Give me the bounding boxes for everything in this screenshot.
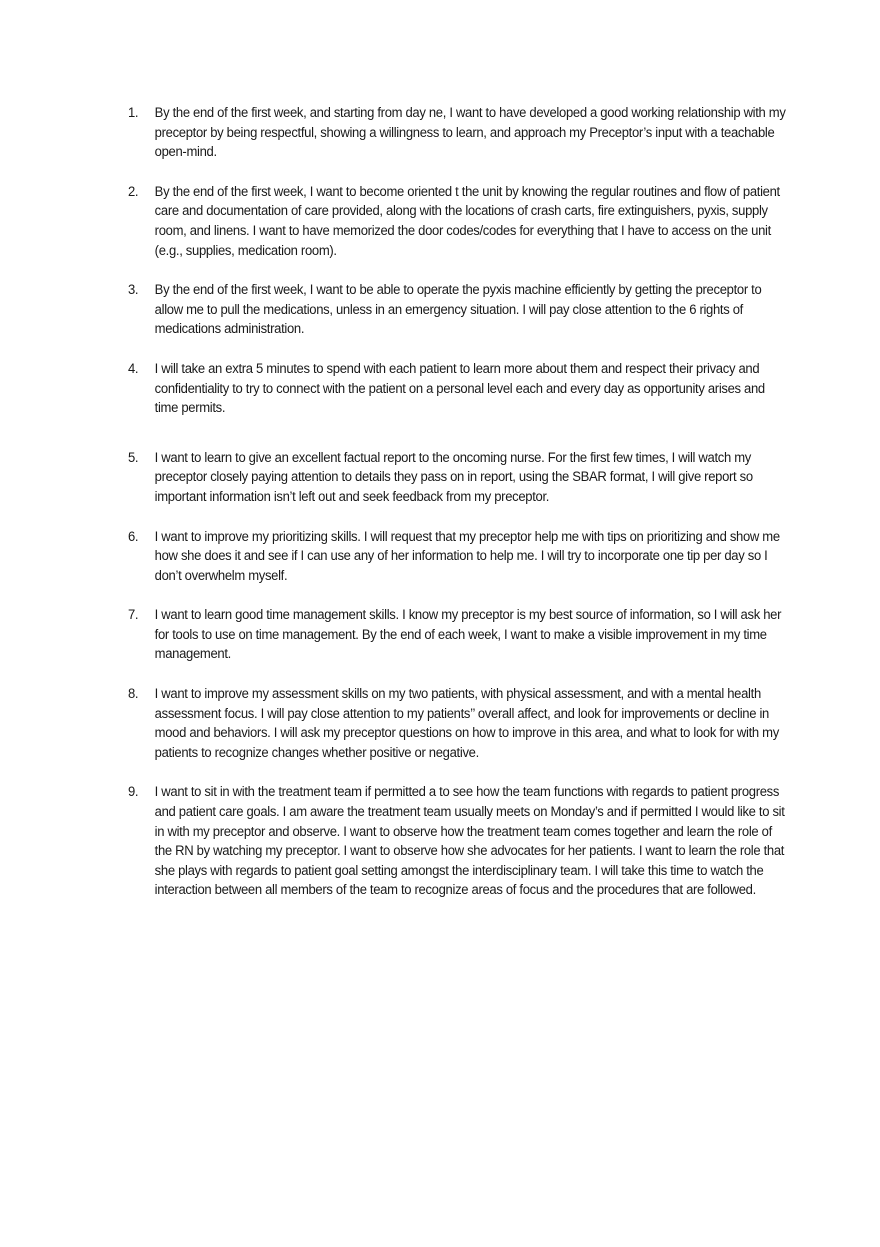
goal-text: By the end of the first week, and starting from day ne, I want to have developed a good working relationship with my preceptor by being respectful, showing a willingness to learn, and approach my Preceptor’s input with a teachable open-mind. [154,105,786,161]
goal-number: 2. [128,183,139,200]
goal-text: By the end of the first week, I want to be able to operate the pyxis machine efficiently by getting the preceptor to allow me to pull the medications, unless in an emergency situation. I will pay close attention to the 6 rights of medications administration. [154,282,762,338]
goal-item-4 [128,360,765,419]
goal-item-6 [128,528,780,587]
goal-text: I want to learn good time management skills. I know my preceptor is my best source of information, so I will ask her for tools to use on time management. By the end of each week, I want to make a visible improvement in my time management. [154,607,782,663]
goal-item-5 [128,449,753,508]
goal-item-8 [128,685,779,763]
goal-text: I want to improve my assessment skills on my two patients, with physical assessment, and with a mental health assessment focus. I will pay close attention to my patients’’ overall affect, and look for improvements or decline in mood and behaviors. I will ask my preceptor questions on how to improve in this area, and what to look for with my patients to recognize changes whether positive or negative. [154,686,779,761]
goal-text: I want to sit in with the treatment team if permitted a to see how the team functions with regards to patient progress and patient care goals. I am aware the treatment team usually meets on Monday’s and if permitted I would like to sit in with my preceptor and observe. I want to observe how the treatment team comes together and learn the role of the RN by watching my preceptor. I want to observe how she advocates for her patients. I want to learn the role that she plays with regards to patient goal setting amongst the interdisciplinary team. I will take this time to watch the interaction between all members of the team to recognize areas of focus and the procedures that are followed. [154,784,785,899]
goal-text: I want to learn to give an excellent factual report to the oncoming nurse. For the first few times, I will watch my preceptor closely paying attention to details they pass on in report, using the SBAR format, I will give report so important information isn’t left out and seek feedback from my preceptor. [154,449,753,505]
goal-number: 8. [128,686,139,703]
goal-text: I want to improve my prioritizing skills. I will request that my preceptor help me with tips on prioritizing and show me how she does it and see if I can use any of her information to help me. I will try to incorporate one tip per day so I don’t overwhelm myself. [154,528,780,584]
goal-number: 3. [128,282,139,299]
goal-number: 5. [128,449,139,466]
goal-item-1 [128,104,786,163]
goal-list [128,104,788,921]
goal-text: By the end of the first week, I want to become oriented t the unit by knowing the regular routines and flow of patient care and documentation of care provided, along with the locations of crash carts, fire extinguishers, pyxis, supply room, and linens. I want to have memorized the door codes/codes for everything that I have to access on the unit (e.g., supplies, medication room). [154,183,780,259]
goal-number: 6. [128,528,139,545]
goal-item-2 [128,183,780,261]
goal-item-7 [128,606,782,665]
goal-text: I will take an extra 5 minutes to spend with each patient to learn more about them and respect their privacy and confidentiality to try to connect with the patient on a personal level each and every day as opportunity arises and time permits. [154,360,765,417]
goal-number: 9. [128,784,139,801]
goal-item-3 [128,281,762,340]
goal-item-9 [128,783,785,901]
goal-number: 7. [128,607,139,624]
goal-number: 1. [128,105,139,121]
goal-number: 4. [128,360,139,377]
